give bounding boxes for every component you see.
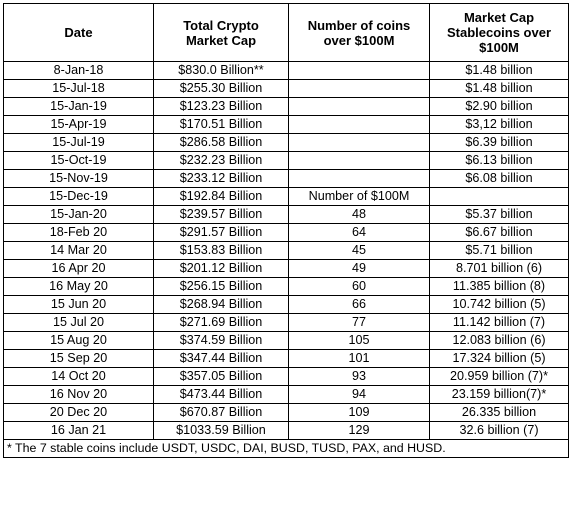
- header-row: [4, 4, 569, 62]
- cell-stablecoin-market-cap: 8.701 billion (6): [430, 260, 569, 278]
- crypto-table-container: [3, 3, 569, 458]
- cell-stablecoin-market-cap: $5.71 billion: [430, 242, 569, 260]
- cell-total-market-cap: $286.58 Billion: [154, 134, 289, 152]
- cell-date: 15 Jul 20: [4, 314, 154, 332]
- table-row: [4, 134, 569, 152]
- table-body: [4, 62, 569, 440]
- cell-number-of-coins: 77: [289, 314, 430, 332]
- cell-date: 15-Jul-19: [4, 134, 154, 152]
- cell-date: 16 Nov 20: [4, 386, 154, 404]
- table-row: [4, 422, 569, 440]
- table-row: [4, 296, 569, 314]
- cell-date: 16 Apr 20: [4, 260, 154, 278]
- cell-total-market-cap: $233.12 Billion: [154, 170, 289, 188]
- header-stablecoin-market-cap: Market Cap Stablecoins over $100M: [430, 4, 569, 62]
- cell-stablecoin-market-cap: 11.385 billion (8): [430, 278, 569, 296]
- cell-date: 16 May 20: [4, 278, 154, 296]
- cell-number-of-coins: 45: [289, 242, 430, 260]
- cell-total-market-cap: $170.51 Billion: [154, 116, 289, 134]
- header-date: Date: [4, 4, 154, 62]
- cell-stablecoin-market-cap: $3,12 billion: [430, 116, 569, 134]
- table-row: [4, 404, 569, 422]
- cell-total-market-cap: $670.87 Billion: [154, 404, 289, 422]
- table-row: [4, 260, 569, 278]
- cell-total-market-cap: $201.12 Billion: [154, 260, 289, 278]
- cell-total-market-cap: $357.05 Billion: [154, 368, 289, 386]
- cell-date: 14 Oct 20: [4, 368, 154, 386]
- cell-date: 15-Oct-19: [4, 152, 154, 170]
- table-row: [4, 368, 569, 386]
- header-number-of-coins: Number of coins over $100M: [289, 4, 430, 62]
- cell-number-of-coins: 101: [289, 350, 430, 368]
- cell-number-of-coins: 94: [289, 386, 430, 404]
- cell-stablecoin-market-cap: 17.324 billion (5): [430, 350, 569, 368]
- cell-stablecoin-market-cap: 11.142 billion (7): [430, 314, 569, 332]
- cell-date: 15-Jan-20: [4, 206, 154, 224]
- cell-date: 15-Apr-19: [4, 116, 154, 134]
- cell-number-of-coins: [289, 98, 430, 116]
- cell-number-of-coins: 93: [289, 368, 430, 386]
- table-row: [4, 350, 569, 368]
- cell-date: 14 Mar 20: [4, 242, 154, 260]
- cell-total-market-cap: $232.23 Billion: [154, 152, 289, 170]
- cell-number-of-coins: 109: [289, 404, 430, 422]
- cell-total-market-cap: $473.44 Billion: [154, 386, 289, 404]
- cell-stablecoin-market-cap: 32.6 billion (7): [430, 422, 569, 440]
- cell-date: 15-Nov-19: [4, 170, 154, 188]
- cell-number-of-coins: 66: [289, 296, 430, 314]
- cell-date: 15 Jun 20: [4, 296, 154, 314]
- crypto-market-table: [3, 3, 569, 458]
- table-row: [4, 152, 569, 170]
- cell-total-market-cap: $256.15 Billion: [154, 278, 289, 296]
- cell-total-market-cap: $374.59 Billion: [154, 332, 289, 350]
- cell-total-market-cap: $347.44 Billion: [154, 350, 289, 368]
- cell-number-of-coins: 129: [289, 422, 430, 440]
- cell-number-of-coins: [289, 170, 430, 188]
- cell-stablecoin-market-cap: $6.39 billion: [430, 134, 569, 152]
- cell-total-market-cap: $123.23 Billion: [154, 98, 289, 116]
- cell-number-of-coins: [289, 62, 430, 80]
- cell-number-of-coins: [289, 134, 430, 152]
- cell-date: 20 Dec 20: [4, 404, 154, 422]
- cell-number-of-coins: [289, 116, 430, 134]
- cell-total-market-cap: $271.69 Billion: [154, 314, 289, 332]
- table-row: [4, 332, 569, 350]
- cell-date: 8-Jan-18: [4, 62, 154, 80]
- cell-date: 18-Feb 20: [4, 224, 154, 242]
- cell-stablecoin-market-cap: [430, 188, 569, 206]
- cell-total-market-cap: $1033.59 Billion: [154, 422, 289, 440]
- footnote-row: [4, 440, 569, 458]
- cell-stablecoin-market-cap: $2.90 billion: [430, 98, 569, 116]
- table-row: [4, 206, 569, 224]
- cell-total-market-cap: $192.84 Billion: [154, 188, 289, 206]
- cell-total-market-cap: $239.57 Billion: [154, 206, 289, 224]
- cell-stablecoin-market-cap: $5.37 billion: [430, 206, 569, 224]
- header-total-market-cap: Total Crypto Market Cap: [154, 4, 289, 62]
- table-row: [4, 80, 569, 98]
- cell-date: 15-Jan-19: [4, 98, 154, 116]
- table-row: [4, 188, 569, 206]
- cell-total-market-cap: $291.57 Billion: [154, 224, 289, 242]
- cell-stablecoin-market-cap: 20.959 billion (7)*: [430, 368, 569, 386]
- cell-date: 15-Dec-19: [4, 188, 154, 206]
- cell-number-of-coins: 60: [289, 278, 430, 296]
- cell-number-of-coins: 105: [289, 332, 430, 350]
- table-row: [4, 314, 569, 332]
- footnote: * The 7 stable coins include USDT, USDC, DAI, BUSD, TUSD, PAX, and HUSD.: [4, 440, 569, 458]
- cell-stablecoin-market-cap: 23.159 billion(7)*: [430, 386, 569, 404]
- cell-number-of-coins: [289, 80, 430, 98]
- cell-stablecoin-market-cap: $1.48 billion: [430, 80, 569, 98]
- cell-stablecoin-market-cap: $6.13 billion: [430, 152, 569, 170]
- cell-date: 15 Aug 20: [4, 332, 154, 350]
- cell-date: 15-Jul-18: [4, 80, 154, 98]
- cell-number-of-coins: 64: [289, 224, 430, 242]
- cell-total-market-cap: $830.0 Billion**: [154, 62, 289, 80]
- cell-stablecoin-market-cap: 12.083 billion (6): [430, 332, 569, 350]
- cell-stablecoin-market-cap: $6.67 billion: [430, 224, 569, 242]
- table-row: [4, 278, 569, 296]
- cell-stablecoin-market-cap: 26.335 billion: [430, 404, 569, 422]
- cell-number-of-coins: 48: [289, 206, 430, 224]
- table-row: [4, 224, 569, 242]
- cell-date: 16 Jan 21: [4, 422, 154, 440]
- cell-stablecoin-market-cap: 10.742 billion (5): [430, 296, 569, 314]
- table-row: [4, 170, 569, 188]
- cell-total-market-cap: $268.94 Billion: [154, 296, 289, 314]
- cell-date: 15 Sep 20: [4, 350, 154, 368]
- cell-stablecoin-market-cap: $1.48 billion: [430, 62, 569, 80]
- table-row: [4, 62, 569, 80]
- cell-total-market-cap: $255.30 Billion: [154, 80, 289, 98]
- cell-total-market-cap: $153.83 Billion: [154, 242, 289, 260]
- cell-stablecoin-market-cap: $6.08 billion: [430, 170, 569, 188]
- table-row: [4, 98, 569, 116]
- cell-number-of-coins: [289, 152, 430, 170]
- cell-number-of-coins: Number of $100M: [289, 188, 430, 206]
- cell-number-of-coins: 49: [289, 260, 430, 278]
- table-row: [4, 386, 569, 404]
- table-row: [4, 116, 569, 134]
- table-row: [4, 242, 569, 260]
